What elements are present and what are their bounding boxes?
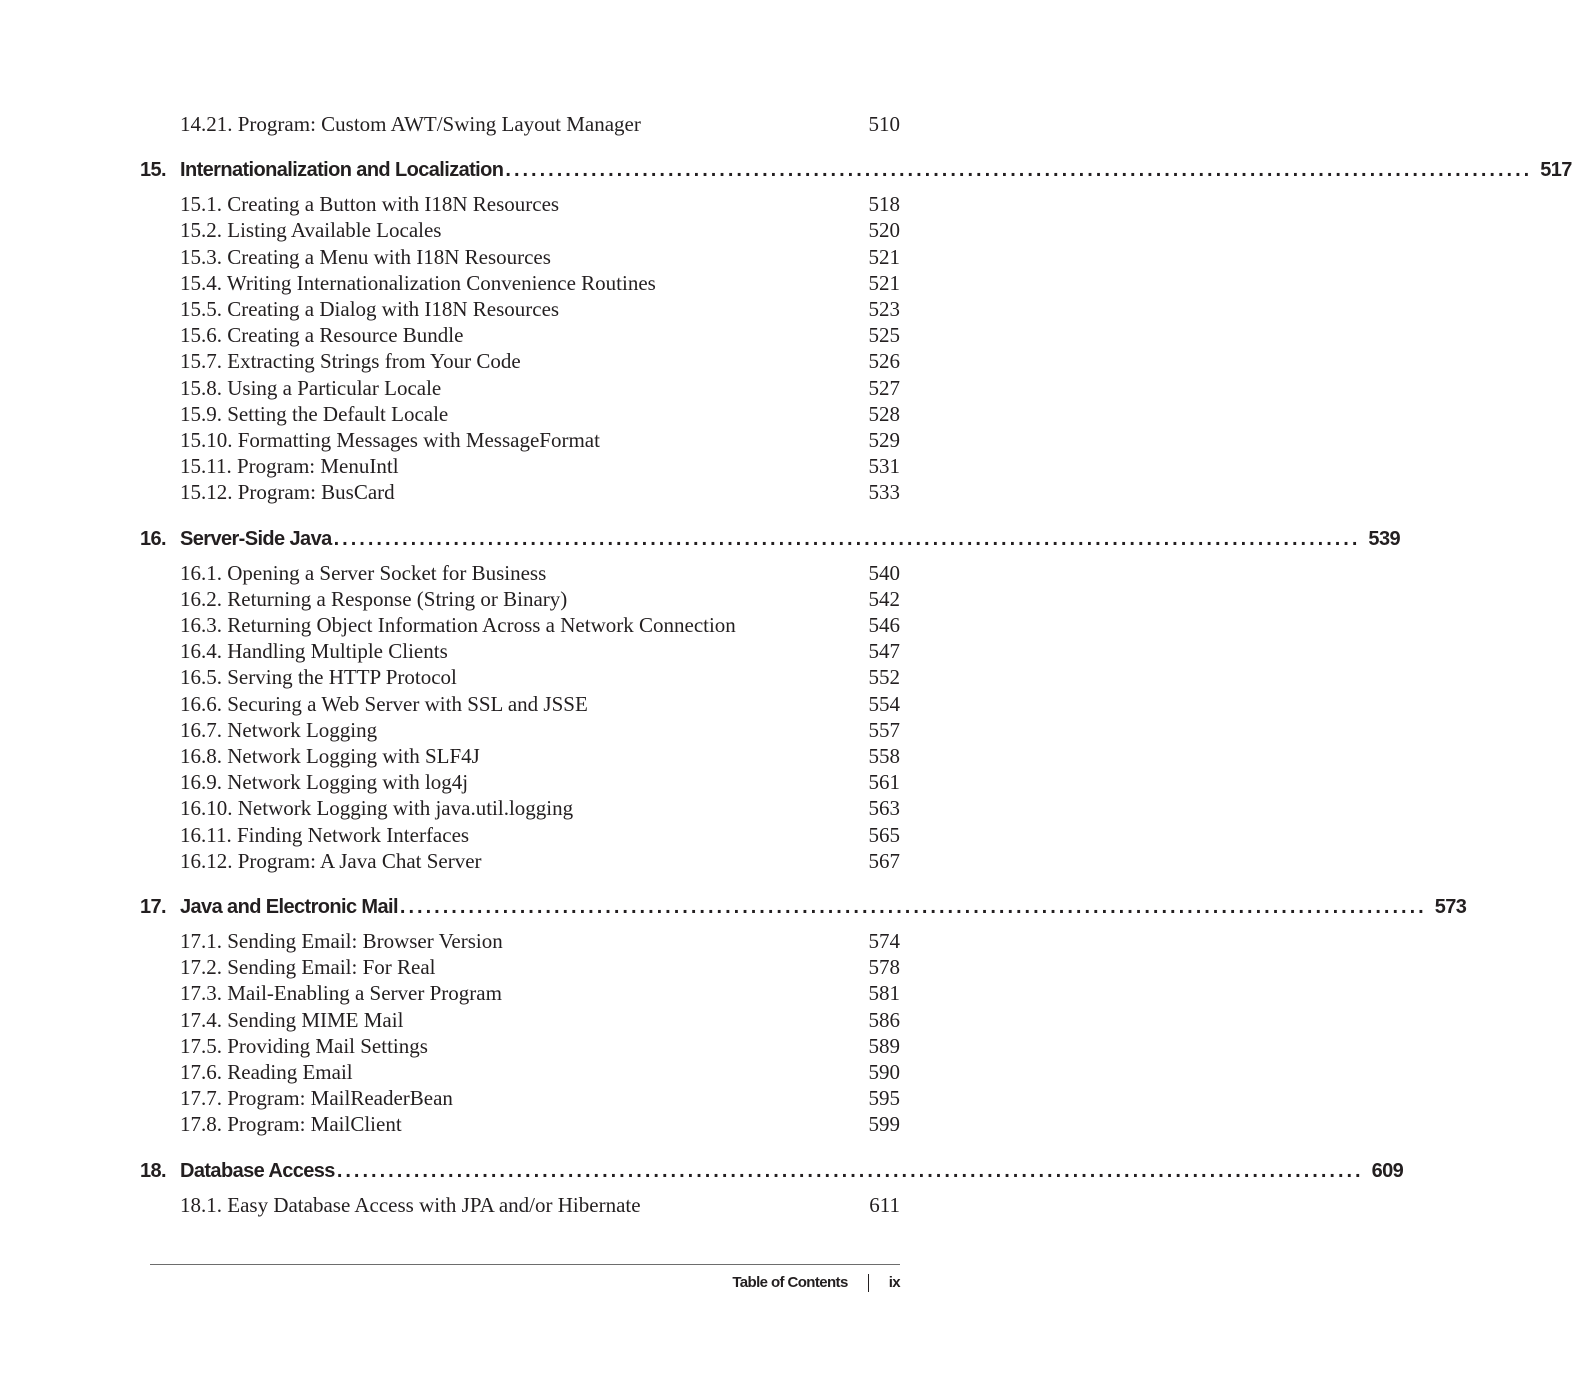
section-title: 16.11. Finding Network Interfaces xyxy=(180,822,470,847)
section-page-number: 526 xyxy=(868,349,900,374)
toc-section-row[interactable] xyxy=(180,795,900,821)
section-title: 15.10. Formatting Messages with MessageFormat xyxy=(180,428,600,452)
section-title: 17.5. Providing Mail Settings xyxy=(180,1033,428,1058)
section-page-number: 561 xyxy=(868,770,900,795)
footer-rule xyxy=(150,1264,900,1265)
toc-section-row[interactable] xyxy=(180,612,900,638)
section-title: 17.7. Program: MailReaderBean xyxy=(180,1086,453,1111)
section-page-number: 525 xyxy=(868,323,900,348)
section-title: 15.7. Extracting Strings from Your Code xyxy=(180,349,521,374)
section-title: 16.10. Network Logging with java.util.logging xyxy=(180,796,574,821)
page-footer xyxy=(732,1271,900,1295)
section-page-number: 518 xyxy=(868,192,900,217)
toc-section-row[interactable] xyxy=(180,822,900,848)
toc-section-row[interactable] xyxy=(180,586,900,612)
chapter-title: Server-Side Java xyxy=(180,527,332,550)
toc-section-row[interactable] xyxy=(180,1192,900,1218)
chapter-number: 15. xyxy=(140,159,167,182)
toc-section-row[interactable] xyxy=(180,928,900,954)
toc-section-row[interactable] xyxy=(180,954,900,980)
section-title: 15.12. Program: BusCard xyxy=(180,480,395,505)
section-title: 16.1. Opening a Server Socket for Business xyxy=(180,560,547,585)
toc-section-row[interactable] xyxy=(180,244,900,270)
section-page-number: 590 xyxy=(868,1060,900,1084)
toc-section-row[interactable] xyxy=(180,980,900,1006)
toc-chapter-row[interactable] xyxy=(140,155,1572,185)
chapter-title: Java and Electronic Mail xyxy=(180,896,398,918)
section-page-number: 557 xyxy=(868,717,900,742)
section-title: 16.2. Returning a Response (String or Binary) xyxy=(180,586,568,611)
chapter-page-number: 517 xyxy=(1540,159,1572,182)
section-page-number: 567 xyxy=(868,848,900,873)
section-page-number: 611 xyxy=(869,1192,900,1217)
section-title: 18.1. Easy Database Access with JPA and/or Hibernate xyxy=(180,1192,641,1217)
section-title: 17.4. Sending MIME Mail xyxy=(180,1007,404,1032)
section-page-number: 533 xyxy=(868,480,900,505)
section-title: 16.7. Network Logging xyxy=(180,717,378,742)
section-page-number: 563 xyxy=(868,796,900,821)
toc-section-row[interactable] xyxy=(180,1085,900,1111)
section-title: 15.1. Creating a Button with I18N Resources xyxy=(180,192,560,217)
chapter-page-number: 539 xyxy=(1368,527,1400,550)
section-title: 16.5. Serving the HTTP Protocol xyxy=(180,665,457,690)
toc-section-row[interactable] xyxy=(180,453,900,479)
section-title: 16.4. Handling Multiple Clients xyxy=(180,639,448,664)
toc-chapter-row[interactable] xyxy=(140,892,1467,922)
toc-section-row[interactable] xyxy=(180,717,900,743)
section-title: 15.9. Setting the Default Locale xyxy=(180,401,449,426)
section-page-number: 574 xyxy=(868,929,900,953)
toc-section-row[interactable] xyxy=(180,191,900,217)
section-title: 15.11. Program: MenuIntl xyxy=(180,454,399,479)
toc-section-row[interactable] xyxy=(180,1111,900,1137)
section-title: 16.12. Program: A Java Chat Server xyxy=(180,848,482,873)
toc-section-row[interactable] xyxy=(180,111,900,137)
dot-leader: ........................................................................................................................ xyxy=(333,527,1361,550)
section-page-number: 552 xyxy=(868,665,900,690)
section-page-number: 531 xyxy=(868,454,900,479)
section-page-number: 542 xyxy=(868,586,900,611)
footer-label: Table of Contents xyxy=(732,1274,848,1291)
section-title: 17.8. Program: MailClient xyxy=(180,1112,402,1137)
chapter-title: Database Access xyxy=(180,1159,335,1182)
toc-section-row[interactable] xyxy=(180,375,900,401)
section-title: 15.8. Using a Particular Locale xyxy=(180,375,442,400)
section-title: 15.6. Creating a Resource Bundle xyxy=(180,323,464,348)
section-title: 16.8. Network Logging with SLF4J xyxy=(180,744,480,768)
toc-section-row[interactable] xyxy=(180,1059,900,1085)
toc-section-row[interactable] xyxy=(180,664,900,690)
section-title: 17.6. Reading Email xyxy=(180,1060,353,1084)
section-title: 16.9. Network Logging with log4j xyxy=(180,770,469,795)
section-page-number: 558 xyxy=(868,744,900,768)
section-title: 15.3. Creating a Menu with I18N Resources xyxy=(180,244,551,269)
section-page-number: 595 xyxy=(868,1086,900,1111)
chapter-title: Internationalization and Localization xyxy=(180,159,504,182)
toc-section-row[interactable] xyxy=(180,427,900,453)
dot-leader: ........................................................................................................................ xyxy=(336,1159,1364,1182)
toc-section-row[interactable] xyxy=(180,348,900,374)
section-title: 17.1. Sending Email: Browser Version xyxy=(180,929,503,953)
chapter-page-number: 609 xyxy=(1371,1159,1404,1182)
toc-section-row[interactable] xyxy=(180,1033,900,1059)
toc-section-row[interactable] xyxy=(180,1007,900,1033)
section-title: 15.5. Creating a Dialog with I18N Resources xyxy=(180,297,560,321)
section-page-number: 523 xyxy=(868,297,900,321)
footer-separator xyxy=(868,1274,869,1292)
section-page-number: 540 xyxy=(868,560,900,585)
toc-chapter-row[interactable] xyxy=(140,1156,1404,1186)
section-title: 16.3. Returning Object Information Across a Network Connection xyxy=(180,613,736,637)
section-page-number: 599 xyxy=(868,1112,900,1137)
section-page-number: 589 xyxy=(868,1033,900,1058)
toc-section-row[interactable] xyxy=(180,769,900,795)
section-page-number: 521 xyxy=(868,244,900,269)
section-page-number: 554 xyxy=(868,691,900,716)
section-page-number: 510 xyxy=(868,112,900,136)
toc-section-row[interactable] xyxy=(180,479,900,505)
chapter-number: 17. xyxy=(140,896,167,918)
section-page-number: 547 xyxy=(868,639,900,664)
section-page-number: 520 xyxy=(868,218,900,243)
toc-section-row[interactable] xyxy=(180,691,900,717)
section-page-number: 565 xyxy=(868,822,900,847)
footer-page-number: ix xyxy=(888,1274,900,1291)
toc-section-row[interactable] xyxy=(180,743,900,769)
section-page-number: 529 xyxy=(868,428,900,452)
section-title: 14.21. Program: Custom AWT/Swing Layout Manager xyxy=(180,112,641,136)
section-title: 15.4. Writing Internationalization Convenience Routines xyxy=(180,270,656,295)
section-page-number: 527 xyxy=(868,375,900,400)
section-page-number: 546 xyxy=(868,613,900,637)
toc-section-row[interactable] xyxy=(180,296,900,322)
dot-leader: ........................................................................................................................ xyxy=(505,159,1533,182)
section-title: 17.2. Sending Email: For Real xyxy=(180,955,436,980)
section-page-number: 521 xyxy=(868,270,900,295)
section-title: 17.3. Mail-Enabling a Server Program xyxy=(180,981,502,1006)
dot-leader: ........................................................................................................................ xyxy=(399,896,1427,918)
chapter-page-number: 573 xyxy=(1434,896,1467,918)
toc-section-row[interactable] xyxy=(180,270,900,296)
toc-section-row[interactable] xyxy=(180,848,900,874)
section-page-number: 578 xyxy=(868,955,900,980)
section-title: 15.2. Listing Available Locales xyxy=(180,218,442,243)
toc-section-row[interactable] xyxy=(180,401,900,427)
section-page-number: 528 xyxy=(868,401,900,426)
toc-section-row[interactable] xyxy=(180,217,900,243)
section-title: 16.6. Securing a Web Server with SSL and JSSE xyxy=(180,691,588,716)
toc-section-row[interactable] xyxy=(180,322,900,348)
section-page-number: 586 xyxy=(868,1007,900,1032)
toc-section-row[interactable] xyxy=(180,560,900,586)
chapter-number: 16. xyxy=(140,527,167,550)
chapter-number: 18. xyxy=(140,1159,167,1182)
toc-chapter-row[interactable] xyxy=(140,524,1400,554)
toc-section-row[interactable] xyxy=(180,638,900,664)
section-page-number: 581 xyxy=(868,981,900,1006)
